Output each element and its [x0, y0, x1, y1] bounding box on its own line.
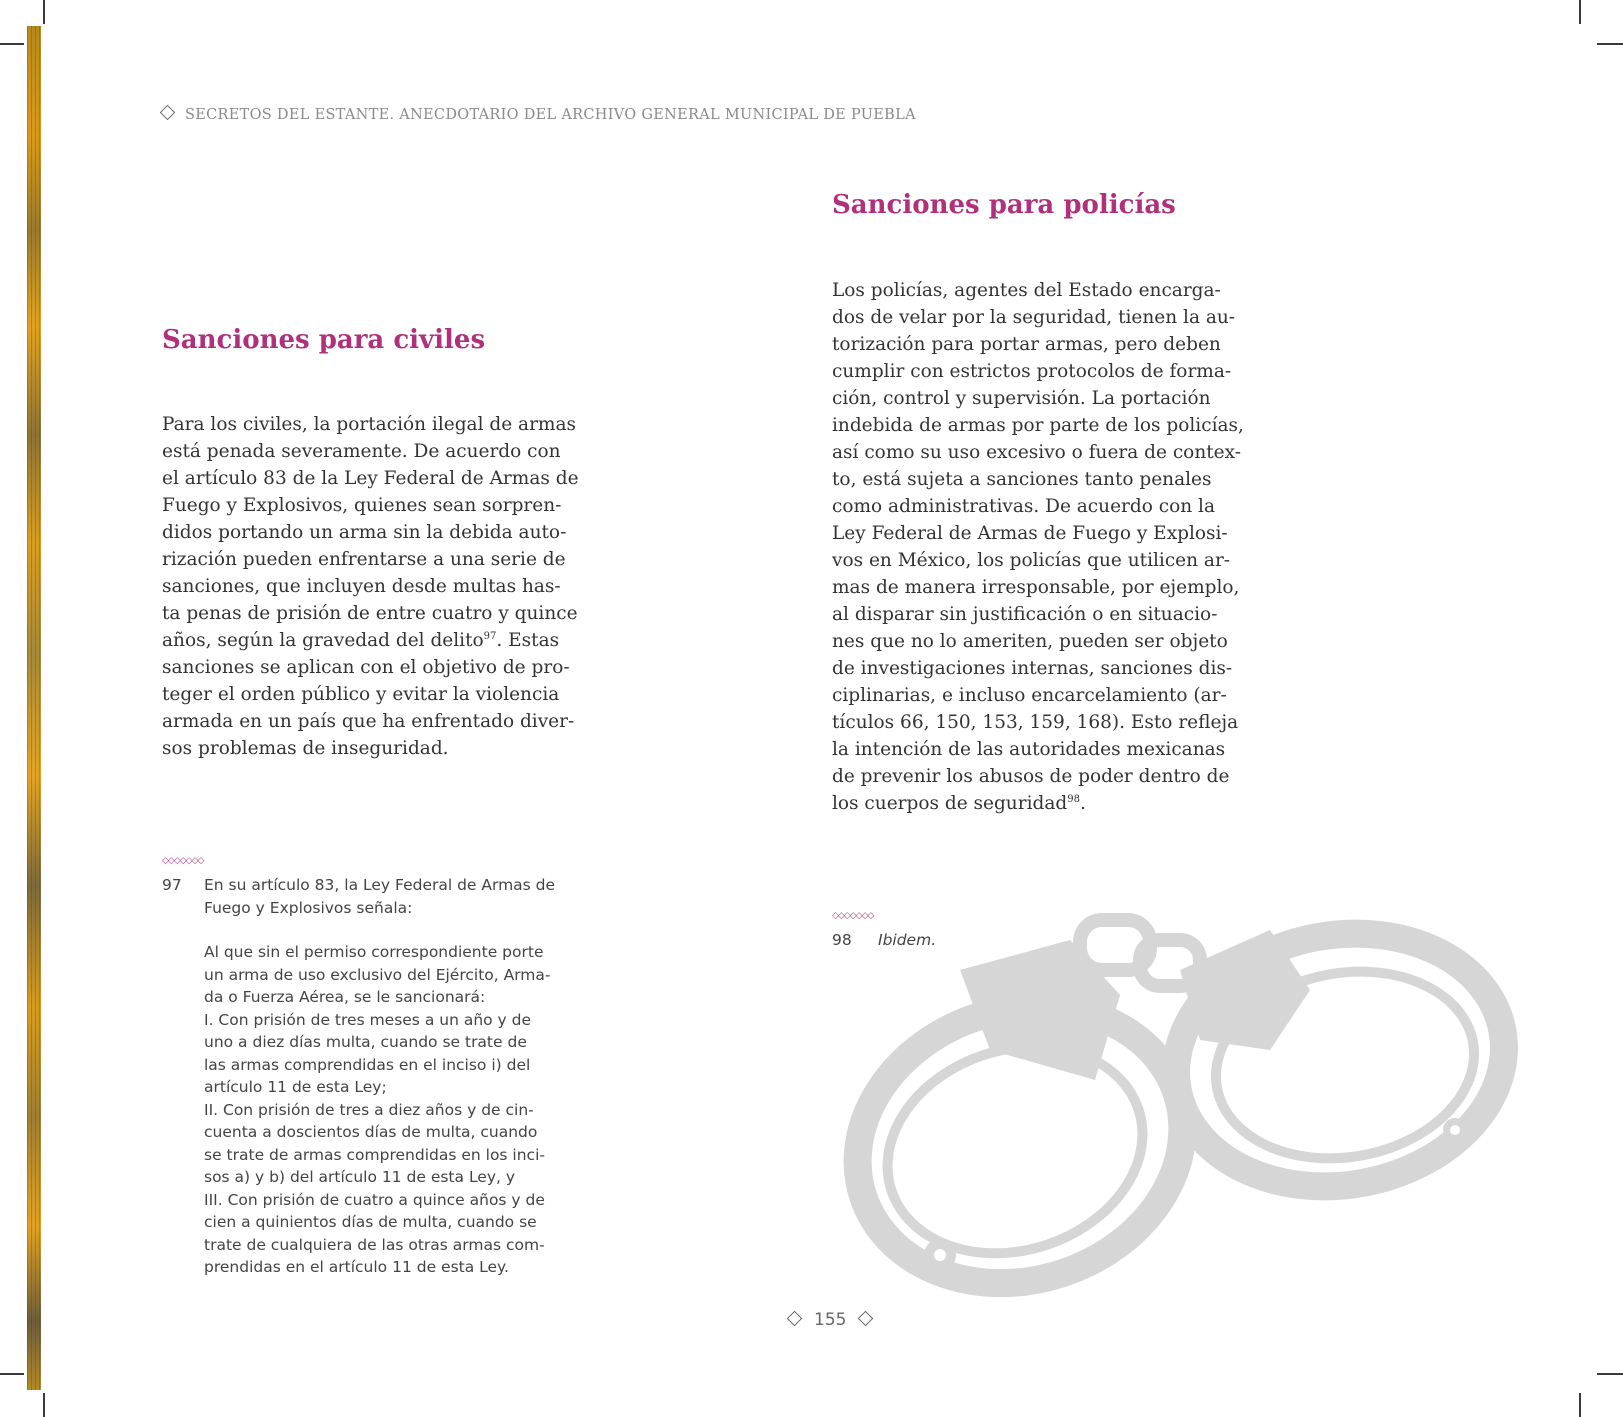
- text-line: sanciones se aplican con el objetivo de pro-: [162, 657, 570, 678]
- footnote-line: un arma de uso exclusivo del Ejército, Arma-: [204, 965, 551, 984]
- text-line: teger el orden público y evitar la violencia: [162, 684, 560, 705]
- footnote-ref-97[interactable]: 97: [483, 630, 497, 642]
- crop-mark-top-left-v: [43, 0, 45, 24]
- footnote-line: sos a) y b) del artículo 11 de esta Ley, y: [204, 1168, 516, 1186]
- footnote-line: cuenta a doscientos días de multa, cuando: [204, 1123, 538, 1141]
- footnote-ref-98[interactable]: 98: [1067, 793, 1080, 805]
- text-line: dos de velar por la seguridad, tienen la au-: [832, 307, 1236, 328]
- text-line: Los policías, agentes del Estado encarga-: [832, 280, 1221, 301]
- text-line: rización pueden enfrentarse a una serie de: [162, 549, 566, 570]
- footnote-line: Fuego y Explosivos señala:: [204, 898, 413, 917]
- text-line: al disparar sin justificación o en situacio-: [832, 604, 1218, 625]
- crop-mark-bottom-left-v: [43, 1393, 45, 1417]
- footnote-rule: ◇◇◇◇◇◇◇: [162, 856, 204, 866]
- text-line: la intención de las autoridades mexicanas: [832, 739, 1226, 760]
- footnote-rule: ◇◇◇◇◇◇◇: [832, 911, 874, 921]
- text-segment: años, según la gravedad del delito: [162, 630, 484, 651]
- footnote-line: En su artículo 83, la Ley Federal de Armas de: [204, 876, 556, 894]
- diamond-icon: [787, 1311, 803, 1327]
- text-line: didos portando un arma sin la debida auto-: [162, 522, 567, 543]
- text-line: [162, 627, 587, 654]
- text-line: indebida de armas por parte de los policías,: [832, 415, 1244, 436]
- text-line: está penada severamente. De acuerdo con: [162, 441, 561, 462]
- crop-mark-bottom-right-h: [1597, 1373, 1623, 1375]
- text-line: ciplinarias, e incluso encarcelamiento (ar-: [832, 685, 1227, 706]
- text-line: tículos 66, 150, 153, 159, 168). Esto refleja: [832, 712, 1239, 733]
- footnote-line: trate de cualquiera de las otras armas com-: [204, 1235, 545, 1254]
- text-line: ción, control y supervisión. La portación: [832, 388, 1211, 409]
- footnote-line: artículo 11 de esta Ley;: [204, 1078, 387, 1096]
- text-segment: . Estas: [496, 630, 560, 651]
- text-line: el artículo 83 de la Ley Federal de Armas de: [162, 468, 579, 489]
- crop-mark-bottom-left-h: [0, 1373, 24, 1375]
- text-line: vos en México, los policías que utilicen ar-: [832, 550, 1231, 571]
- footnote-line: I. Con prisión de tres meses a un año y de: [204, 1010, 532, 1029]
- text-line: como administrativas. De acuerdo con la: [832, 496, 1215, 517]
- diamond-icon: [160, 105, 176, 121]
- footnote-line: se trate de armas comprendidas en los inci-: [204, 1145, 545, 1164]
- text-line: [832, 790, 1256, 817]
- text-line: sanciones, que incluyen desde multas has-: [162, 576, 561, 597]
- text-line: ta penas de prisión de entre cuatro y quince: [162, 603, 578, 624]
- footnote-line: las armas comprendidas en el inciso i) del: [204, 1055, 531, 1074]
- page-edge-strip: [27, 26, 41, 1390]
- page-number-text: 155: [814, 1310, 847, 1330]
- footnote-body: Ibidem.: [878, 931, 937, 949]
- heading-civiles: Sanciones para civiles: [162, 325, 486, 355]
- footnote-body: [204, 874, 592, 1279]
- heading-policias: Sanciones para policías: [832, 190, 1176, 220]
- handcuffs-icon: [840, 900, 1560, 1310]
- crop-mark-bottom-right-v: [1579, 1393, 1581, 1417]
- text-line: Fuego y Explosivos, quienes sean sorpren-: [162, 495, 562, 516]
- footnote-98: [832, 929, 1032, 952]
- text-segment: .: [1079, 793, 1086, 814]
- text-line: sos problemas de inseguridad.: [162, 738, 449, 759]
- footnote-line: Al que sin el permiso correspondiente porte: [204, 943, 544, 961]
- text-line: armada en un país que ha enfrentado diver-: [162, 711, 575, 732]
- text-line: to, está sujeta a sanciones tanto penales: [832, 469, 1212, 490]
- paragraph-civiles: [162, 411, 587, 762]
- text-line: torización para portar armas, pero deben: [832, 334, 1221, 355]
- text-line: de investigaciones internas, sanciones dis-: [832, 658, 1233, 679]
- running-head-text: SECRETOS DEL ESTANTE. ANECDOTARIO DEL ARCHIVO GENERAL MUNICIPAL DE PUEBLA: [185, 107, 916, 123]
- footnote-line: da o Fuerza Aérea, se le sancionará:: [204, 988, 486, 1006]
- text-line: así como su uso excesivo o fuera de contex-: [832, 442, 1241, 463]
- text-line: de prevenir los abusos de poder dentro de: [832, 766, 1230, 787]
- footnote-line: III. Con prisión de cuatro a quince años y de: [204, 1190, 545, 1209]
- text-line: Para los civiles, la portación ilegal de armas: [162, 414, 576, 435]
- footnote-line: cien a quinientos días de multa, cuando se: [204, 1213, 537, 1231]
- crop-mark-top-right-h: [1597, 43, 1623, 45]
- diamond-icon: [858, 1311, 874, 1327]
- text-line: cumplir con estrictos protocolos de forma-: [832, 361, 1232, 382]
- crop-mark-top-left-h: [0, 43, 24, 45]
- footnote-line: prendidas en el artículo 11 de esta Ley.: [204, 1258, 509, 1276]
- text-segment: los cuerpos de seguridad: [832, 793, 1068, 814]
- footnote-number: 97: [162, 876, 182, 894]
- crop-mark-top-right-v: [1579, 0, 1581, 24]
- paragraph-policias: [832, 277, 1256, 817]
- footnote-line: uno a diez días multa, cuando se trate de: [204, 1033, 527, 1051]
- footnote-line: II. Con prisión de tres a diez años y de cin-: [204, 1100, 534, 1119]
- handcuffs-illustration: [840, 900, 1560, 1310]
- running-head: [162, 107, 916, 123]
- footnote-number: 98: [832, 931, 852, 949]
- text-line: nes que no lo ameriten, pueden ser objeto: [832, 631, 1228, 652]
- page-number: [775, 1310, 885, 1330]
- footnote-97: [162, 874, 592, 1279]
- text-line: Ley Federal de Armas de Fuego y Explosi-: [832, 523, 1228, 544]
- text-line: mas de manera irresponsable, por ejemplo,: [832, 577, 1240, 598]
